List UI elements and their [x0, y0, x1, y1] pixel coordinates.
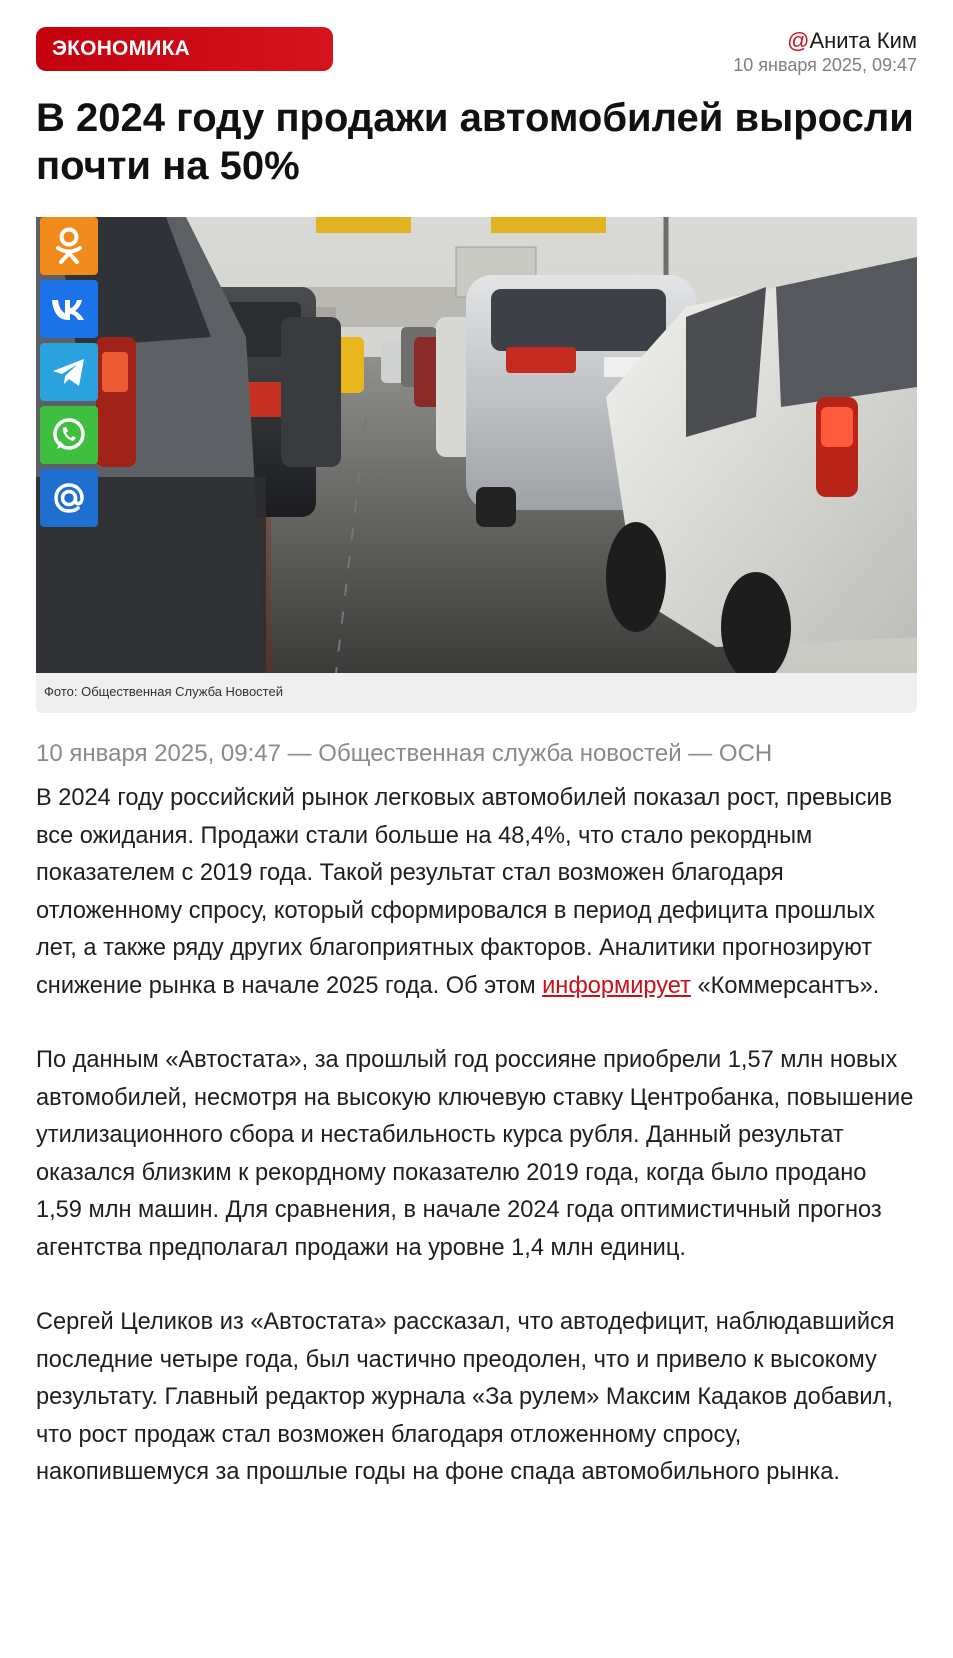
- author-block: [733, 28, 917, 76]
- photo-figure: [36, 217, 917, 713]
- odnoklassniki-icon: [48, 225, 90, 267]
- article-title: В 2024 году продажи автомобилей выросли почти на 50%: [36, 96, 914, 188]
- author-name: Анита Ким: [809, 28, 917, 53]
- article-photo: [36, 217, 917, 673]
- whatsapp-share-button[interactable]: [40, 406, 98, 464]
- article-meta: 10 января 2025, 09:47 — Общественная служба новостей — ОСН: [36, 740, 773, 767]
- mail-share-button[interactable]: [40, 469, 98, 527]
- whatsapp-icon: [48, 414, 90, 456]
- paragraph-1-text: В 2024 году российский рынок легковых автомобилей показал рост, превысив все ожидания. Продажи стали больше на 48,4%, что стало рекордным показателем с 2019 года. Такой результат стал возможен благодаря отложенному спросу, который сформировался в период дефицита прошлых лет, а также ряду других благоприятных факторов. Аналитики прогнозируют снижение рынка в начале 2025 года. Об этом: [36, 785, 893, 999]
- author-link[interactable]: @Анита Ким: [787, 28, 917, 53]
- telegram-share-button[interactable]: [40, 343, 98, 401]
- vk-icon: [48, 288, 90, 330]
- at-sign-icon: [48, 477, 90, 519]
- photo-caption: Фото: Общественная Служба Новостей: [44, 684, 283, 699]
- paragraph-1-tail: «Коммерсантъ».: [690, 972, 880, 999]
- source-link[interactable]: информирует: [542, 972, 691, 999]
- telegram-icon: [48, 351, 90, 393]
- vk-share-button[interactable]: [40, 280, 98, 338]
- ok-share-button[interactable]: [40, 217, 98, 275]
- publish-date: 10 января 2025, 09:47: [733, 55, 917, 75]
- category-badge[interactable]: ЭКОНОМИКА: [36, 27, 333, 71]
- paragraph-2: По данным «Автостата», за прошлый год россияне приобрели 1,57 млн новых автомобилей, несмотря на высокую ключевую ставку Центробанка, повышение утилизационного сбора и нестабильность курса рубля. Данный результат оказался близким к рекордному показателю 2019 года, когда было продано 1,59 млн машин. Для сравнения, в начале 2024 года оптимистичный прогноз агентства предполагал продажи на уровне 1,4 млн единиц.: [36, 1047, 914, 1261]
- paragraph-3: Сергей Целиков из «Автостата» рассказал, что автодефицит, наблюдавшийся последние четыре года, был частично преодолен, что и привело к высокому результату. Главный редактор журнала «За рулем» Максим Кадаков добавил, что рост продаж стал возможен благодаря отложенному спросу, накопившемуся за прошлые годы на фоне спада автомобильного рынка.: [36, 1309, 895, 1485]
- article-body: [36, 780, 918, 1529]
- paragraph-1: [36, 780, 918, 1005]
